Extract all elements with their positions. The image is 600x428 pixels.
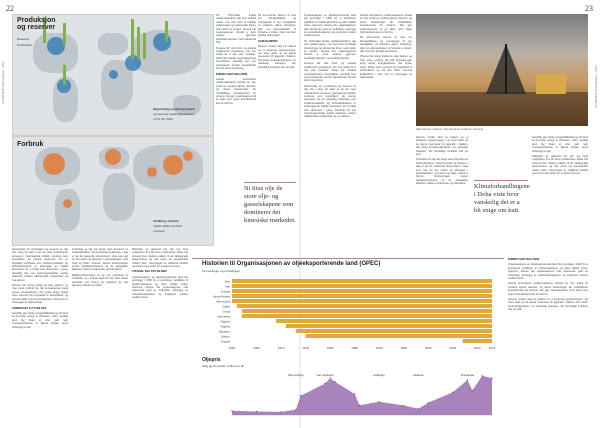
opec-membership-timeline	[192, 275, 504, 355]
oil-price-point	[418, 408, 419, 409]
member-label: Kuwait	[220, 289, 230, 294]
article-subhead: FORBRUKET FLYTTER SEG	[12, 306, 47, 310]
article-paragraph: Dersom verden skal na malene om a begrense oppvarmingen, ma store deler av de kjente reservene bli liggende i bakken. Det setter produsentlandene i en vanskelig situasjon, der fremtidige inntekter star pa spill.	[416, 136, 468, 157]
article-paragraph: Pa 1970-tallet brukte medlemslandene olje som politisk vapen, noe som forte til kraftige prisokninger og okonomisk krise i store deler av verden. Senere har organisasjonen forsokt a styre prisene gjennom produksjonskvoter, med vekslende hell.	[304, 39, 356, 60]
member-bar	[296, 329, 492, 333]
bubble-nigeria	[109, 70, 118, 79]
member-label: Gabon	[220, 334, 230, 339]
year-tick: 2005	[449, 346, 457, 350]
article-paragraph: Kvotene blir ofte brutt, og enkelte medlemmer produserer mer enn avtalt for a oke sine inntekter. Dette har svekket organisasjonens troverdighet, samtidig som nye produsenter utenfor samarbeidet har fatt storre betydning.	[304, 62, 356, 83]
oil-field-photo	[416, 14, 588, 126]
oil-price-point	[300, 395, 301, 396]
consumption-map	[12, 136, 214, 246]
year-tick: 1985	[351, 346, 358, 350]
year-tick: 1980	[326, 346, 334, 350]
article-paragraph: Samtidig gjor bedre energieffektivitet og okt bruk av fornybar energi at forbruket i flere vestlige land har flatet ut eller gatt ned. Transportsektoren er likevel fortsatt sterkt avhengig av olje.	[12, 311, 68, 329]
member-label: Angola	[220, 339, 230, 344]
member-label: Irak	[224, 284, 230, 289]
price-event-label: Finanskrise	[460, 374, 475, 377]
oil-price-point	[472, 390, 473, 391]
right-article-column-1	[304, 14, 356, 254]
member-bar	[242, 309, 492, 313]
article-paragraph: Organisasjonen av oljeeksporterende land ble grunnlagt i 1960 for a koordinere politikken til medlemslandene og sikre stabile priser. Gjennom tiarene har organisasjonen hatt varierende grad av innflytelse, avhengig av markedssituasjonen og enigheten mellom medlemmene.	[508, 263, 588, 281]
oil-pump-illustration	[416, 14, 588, 126]
bubble-usa-consumption	[43, 153, 65, 175]
oil-price-point	[428, 402, 429, 403]
article-paragraph: Organisasjonen av oljeeksporterende land ble grunnlagt i 1960 for a koordinere politikken til medlemslandene og sikre stabile priser. Gjennom tiarene har organisasjonen hatt varierende grad av innflytelse, avhengig av markedssituasjonen og enigheten mellom medlemmene.	[132, 275, 188, 300]
article-column-3	[132, 248, 188, 420]
oil-price-point	[325, 383, 326, 384]
member-bar	[286, 324, 492, 328]
year-tick: 2010	[473, 346, 481, 350]
oil-price-point	[491, 378, 492, 379]
price-event-label: Asiakrise	[413, 374, 424, 377]
land-africa-2	[103, 173, 135, 221]
article-paragraph: Organisasjonen av oljeeksporterende land ble grunnlagt i 1960 for a koordinere politikken til medlemslandene og sikre stabile priser. Gjennom tiarene har organisasjonen hatt varierende grad av innflytelse, avhengig av markedssituasjonen og enigheten mellom medlemmene.	[304, 14, 356, 38]
legend-prod-unit: i mrd. fat, 2012	[153, 117, 174, 121]
pull-quote-right-text: Klimaforhandlingene i Doha viste hvor vanskelig det er a bli enige om kutt.	[474, 183, 530, 214]
year-tick: 1960	[228, 346, 236, 350]
member-bar	[276, 319, 492, 323]
article-paragraph: Samtidig gjor bedre energieffektivitet og okt bruk av fornybar energi at forbruket i flere vestlige land har flatet ut eller gatt ned. Transportsektoren er likevel fortsatt sterkt avhengig av olje.	[532, 136, 588, 153]
article-paragraph: Miljokonsekvensene av de nye metodene er omstridte, og i mange land har det vaert sterke protester mot boring og transport av olje gjennom sarbare omrader.	[72, 273, 128, 288]
price-event-label: Olje-embargo	[287, 374, 304, 377]
article-subhead: KLIMAKAMPEN	[258, 39, 278, 43]
oil-price-point	[295, 409, 296, 410]
legend-prod-title: Opprinnelig produksjonsland	[153, 107, 195, 111]
article-paragraph: Likevel kontrollerer medlemslandene fortsatt en stor andel av verdens kjente reserver, og deres beslutninger far umiddelbare konsekvenser for prisene. Det gjor organisasjonen til en aktor som ingen forbrukerland kan se bort fra.	[360, 14, 412, 35]
right-article-column-2	[360, 14, 412, 254]
oil-price-point	[403, 405, 404, 406]
member-bar	[232, 279, 492, 283]
article-paragraph: Dersom verden skal na malene om a begrense oppvarmingen, ma store deler av de kjente reservene bli liggende i bakken. Det setter produsentlandene i en vanskelig situasjon, der fremtidige inntekter star pa spill.	[258, 45, 296, 69]
article-paragraph: Prisene har svingt kraftig de siste tiarene, og hver store endring har fatt konsekvenser langt utover energisektoren. Nar prisen stiger, flyttes store summer fra importland til eksportland, og nar den faller, rammes budsjettene i land som er avhengige av oljeinntekter.	[12, 284, 68, 305]
member-label: Indonesia	[216, 314, 230, 319]
member-bar	[242, 314, 492, 318]
member-label: Algerie	[220, 319, 230, 324]
article-paragraph: Skiferolje og oljesand har gitt nye land muligheten til a bli store produsenter. Dette har redusert den relative makten til de tradisjonelle eksportorene og satt press pa samarbeidet mellom dem. Utvinningen er imidlertid kostbar og krever hoye priser for a vaere lonnsom.	[132, 248, 188, 269]
article-paragraph: Likevel kontrollerer medlemslandene fortsatt en stor andel av verdens kjente reserver, og deres beslutninger far umiddelbare konsekvenser for prisene. Det gjor organisasjonen til en aktor som ingen forbrukerland kan se bort fra.	[216, 77, 256, 105]
year-tick: 2013	[488, 346, 496, 350]
oil-price-point	[231, 410, 232, 411]
left-page-number: 22	[6, 4, 14, 13]
member-bar	[232, 294, 492, 298]
oil-price-point	[467, 379, 468, 380]
oil-price-point	[482, 375, 483, 376]
bubble-europe-consumption	[105, 149, 121, 165]
article-paragraph: Dersom verden skal na malene om a begrense oppvarmingen, ma store deler av de kjente reservene bli liggende i bakken. Det setter produsentlandene i en vanskelig situasjon, der fremtidige inntekter star pa spill.	[508, 298, 588, 312]
legend-reserves: Reserver	[17, 37, 30, 41]
land-south-america-2	[55, 189, 80, 231]
year-tick: 1990	[375, 346, 383, 350]
bar-saudi	[131, 19, 134, 59]
bubble-japan-consumption	[183, 151, 193, 161]
opec-chart-title: Historien til Organisasjonen av oljeeksporterende land (OPEC)	[202, 261, 381, 267]
member-bar	[232, 289, 492, 293]
article-column-1	[12, 248, 68, 420]
pull-quote-left-text: Ni titus olje de store olje- og gasselskapene som dominerer det kinesiske markedet.	[244, 185, 296, 224]
member-bar	[237, 304, 492, 308]
member-bar	[463, 339, 492, 343]
bubble-india-consumption	[147, 167, 157, 177]
article-paragraph: Prisene har svingt kraftig de siste tiarene, og hver store endring har fatt konsekvenser langt utover energisektoren. Nar prisen stiger, flyttes store summer fra importland til eksportland, og nar den faller, rammes budsjettene i land som er avhengige av oljeinntekter.	[360, 55, 412, 79]
article-paragraph: Likevel kontrollerer medlemslandene fortsatt en stor andel av verdens kjente reserver, og deres beslutninger far umiddelbare konsekvenser for prisene. Det gjor organisasjonen til en aktor som ingen forbrukerland kan se bort fra.	[508, 282, 588, 296]
article-subhead: ENDRET MAKTBALANSE	[216, 72, 248, 76]
price-event-label: Iran-revolusjon	[316, 374, 334, 377]
article-paragraph: Sporsmalet om produksjon og reserver av olje har i lang tid vaert et av de mest omdiskuterte temaene i internasjonal politikk. Landene som kontrollerer de storste reservene har en betydelig innflytelse over verdensmarkedet, og forbrukerlandene er avhengige av stabile leveranser for a holde sine okonomier i gang. Samtidig har nye utvinningsmetoder endret balansen mellom tradisjonelle produsenter og nye aktorer.	[12, 248, 68, 282]
article-paragraph: Skiferolje og oljesand har gitt nye land muligheten til a bli store produsenter. Dette har redusert den relative makten til de tradisjonelle eksportorene og satt press pa samarbeidet mellom dem. Utvinningen er imidlertid kostbar og krever hoye priser for a vaere lonnsom.	[532, 155, 588, 176]
production-map	[12, 14, 214, 136]
oil-price-point	[452, 392, 453, 393]
article-subhead: ENDRET MAKTBALANSE	[508, 258, 540, 261]
bubble-russia	[153, 33, 171, 51]
member-label: Saudi-Arabia	[212, 294, 230, 299]
oil-price-chart	[192, 367, 504, 423]
consumption-legend-unit: i prosent	[153, 229, 165, 233]
article-paragraph: De kommende tiarene vil vise om klimapolitikken og overgangen til nye energikilder vil redusere oljens betydning, eller om etterspørselen vil fortsette a vokse i takt med den globale okonomien.	[258, 14, 296, 38]
article-paragraph: Sporsmalet om produksjon og reserver av olje har i lang tid vaert et av de mest omdiskuterte temaene i internasjonal politikk. Landene som kontrollerer de storste reservene har en betydelig innflytelse over verdensmarkedet, og forbrukerlandene er avhengige av stabile leveranser for a holde sine okonomier i gang. Samtidig har nye utvinningsmetoder endret balansen mellom tradisjonelle produsenter og nye aktorer.	[304, 84, 356, 119]
article-paragraph: Kvotene blir ofte brutt, og enkelte medlemmer produserer mer enn avtalt for a oke sine inntekter. Dette har svekket organisasjonens troverdighet, samtidig som nye produsenter utenfor samarbeidet har fatt storre betydning.	[216, 46, 256, 71]
legend-production: Produksjon	[17, 43, 33, 47]
opec-chart	[192, 258, 504, 423]
member-label: Qatar	[222, 304, 230, 309]
right-article-column-3	[416, 136, 468, 254]
year-tick: 1970	[277, 346, 285, 350]
oil-price-point	[354, 393, 355, 394]
member-label: Venezuela	[215, 299, 230, 304]
right-article-column-5	[508, 258, 588, 422]
oil-price-subtitle: Arlig gjennomsnitt, dollar per fat	[202, 364, 245, 368]
article-paragraph: Pa 1970-tallet brukte medlemslandene olje som politisk vapen, noe som forte til kraftige prisokninger og okonomisk krise i store deler av verden. Senere har organisasjonen forsokt a styre prisene gjennom produksjonskvoter, med vekslende hell.	[216, 14, 256, 45]
consumption-legend-sub: mellom 2010 og 2014	[153, 224, 182, 228]
oil-price-point	[280, 411, 281, 412]
bar-russia	[165, 21, 168, 41]
member-label: Ecuador	[218, 329, 230, 334]
oil-price-point	[359, 405, 360, 406]
year-tick: 2000	[424, 346, 432, 350]
article-column-2	[72, 248, 128, 420]
bar-venezuela	[63, 65, 66, 85]
oil-price-point	[379, 401, 380, 402]
pull-quote-right	[474, 180, 528, 215]
pull-quote-left	[244, 182, 296, 225]
member-bar	[232, 299, 492, 303]
consumption-map-title: Forbruk	[17, 141, 44, 148]
bar-iran	[137, 27, 140, 59]
land-europe	[98, 33, 128, 55]
year-tick: 1995	[400, 346, 408, 350]
bubble-brazil-consumption	[63, 199, 72, 208]
opec-chart-subtitle: Innmeldinger og utmeldinger	[202, 269, 241, 273]
photo-caption: Oljeutvinning i orkenen. Nye felt apnes stadig for utvinning.	[416, 128, 484, 131]
oil-price-point	[334, 381, 335, 382]
oil-price-point	[330, 378, 331, 379]
oil-price-title: Oljepris	[202, 357, 221, 363]
production-map-title: Produksjon og reserver	[17, 17, 56, 31]
year-tick: 1975	[302, 346, 309, 350]
year-tick: 1965	[253, 346, 260, 350]
left-runhead: LE MONDE diplomatique · 2013	[1, 61, 5, 104]
oil-price-area	[232, 376, 492, 415]
member-label: Libya	[222, 309, 230, 314]
price-event-label: Golfkrigen	[373, 374, 386, 377]
bar-iraq	[143, 33, 146, 59]
article-paragraph: Forbruket av olje har lenge vaert dominert av industrilandene i Nord-Amerika og Europa. I dag er det de voksende okonomiene i Asia som star for det meste av okningen i etterspørselen, med Kina og India i spissen. Denne forskyvningen endrer handelsmonstrene og de strategiske allianser mellom produsenter og forbrukere.	[72, 248, 128, 272]
member-bar	[232, 284, 492, 288]
right-article-column-4	[532, 136, 588, 254]
member-label: Iran	[224, 279, 230, 284]
article-paragraph: Forbruket av olje har lenge vaert dominert av industrilandene i Nord-Amerika og Europa. I dag er det de voksende okonomiene i Asia som star for det meste av okningen i etterspørselen, med Kina og India i spissen. Denne forskyvningen endrer handelsmonstrene og de strategiske allianser mellom produsenter og forbrukere.	[416, 158, 468, 186]
member-label: Nigeria	[220, 324, 230, 329]
right-page-number: 23	[585, 4, 593, 13]
oil-price-point	[256, 411, 257, 412]
legend-prod-scale: i prosent av verdensproduksjon	[153, 112, 195, 116]
bubble-china-consumption	[163, 155, 183, 175]
article-subhead: TRUSSEL FRA NYE KILDER	[132, 270, 167, 274]
article-paragraph: De kommende tiarene vil vise om klimapolitikken og overgangen til nye energikilder vil redusere oljens betydning, eller om etterspørselen vil fortsette a vokse i takt med den globale okonomien.	[360, 36, 412, 54]
member-bar	[306, 334, 492, 338]
consumption-legend-title: Utvikling i forbruk	[153, 219, 179, 223]
bar-usa	[63, 23, 66, 45]
right-runhead: LE MONDE diplomatique · 2013	[594, 65, 598, 108]
